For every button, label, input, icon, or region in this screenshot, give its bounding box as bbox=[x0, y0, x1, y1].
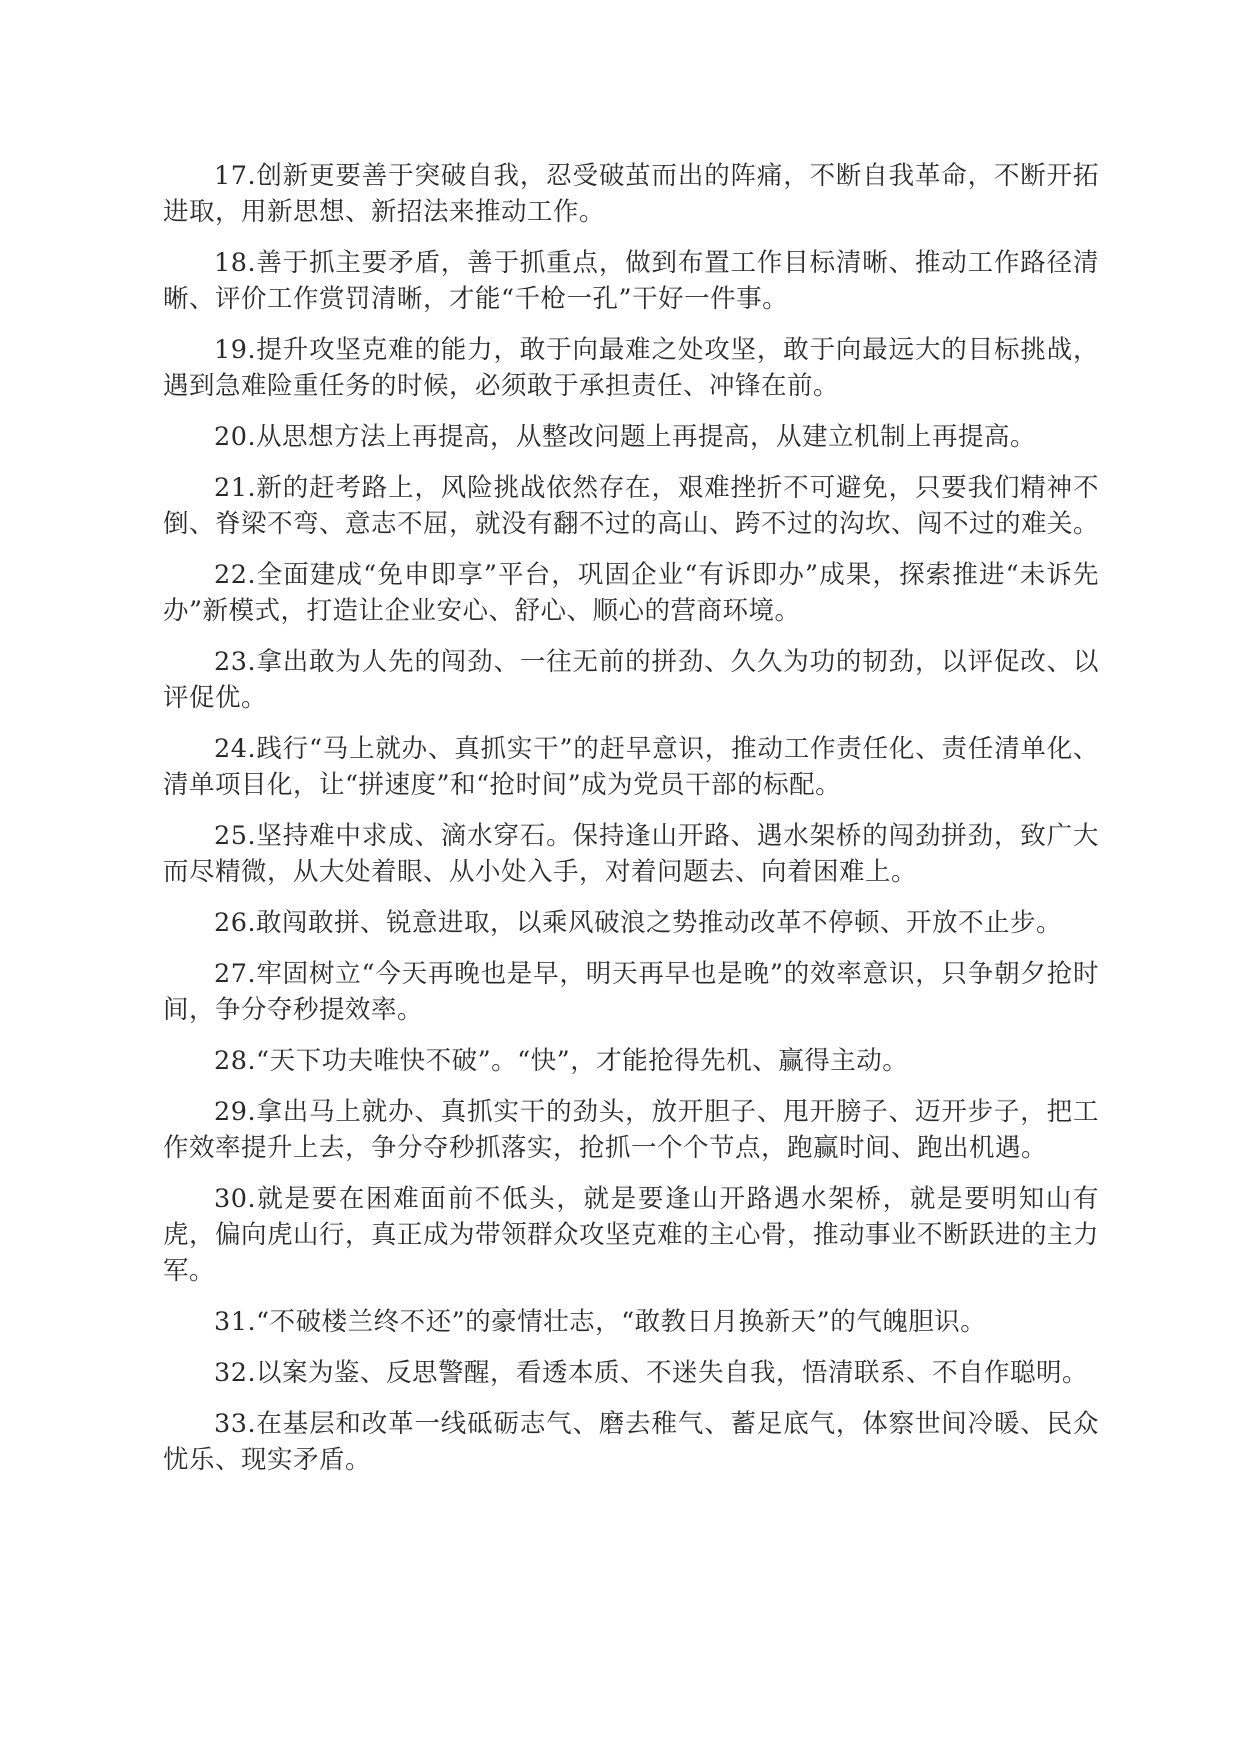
paragraph-29: 29.拿出马上就办、真抓实干的劲头，放开胆子、甩开膀子、迈开步子，把工作效率提升上去，争分夺秒抓落实，抢抓一个个节点，跑赢时间、跑出机遇。 bbox=[163, 1097, 1099, 1163]
paragraph-19: 19.提升攻坚克难的能力，敢于向最难之处攻坚，敢于向最远大的目标挑战，遇到急难险重任务的时候，必须敢于承担责任、冲锋在前。 bbox=[163, 335, 1099, 401]
paragraph-18: 18.善于抓主要矛盾，善于抓重点，做到布置工作目标清晰、推动工作路径清晰、评价工作赏罚清晰，才能“千枪一孔”干好一件事。 bbox=[163, 248, 1099, 314]
paragraph-26: 26.敢闯敢拼、锐意进取，以乘风破浪之势推动改革不停顿、开放不止步。 bbox=[214, 908, 1063, 938]
paragraph-20: 20.从思想方法上再提高，从整改问题上再提高，从建立机制上再提高。 bbox=[214, 422, 1037, 452]
paragraph-22: 22.全面建成“免申即享”平台，巩固企业“有诉即办”成果，探索推进“未诉先办”新模式，打造让企业安心、舒心、顺心的营商环境。 bbox=[163, 560, 1099, 626]
paragraph-28: 28.“天下功夫唯快不破”。“快”，才能抢得先机、赢得主动。 bbox=[214, 1046, 909, 1076]
paragraph-25: 25.坚持难中求成、滴水穿石。保持逢山开路、遇水架桥的闯劲拼劲，致广大而尽精微，从大处着眼、从小处入手，对着问题去、向着困难上。 bbox=[163, 821, 1099, 887]
paragraph-27: 27.牢固树立“今天再晚也是早，明天再早也是晚”的效率意识，只争朝夕抢时间，争分夺秒提效率。 bbox=[163, 959, 1099, 1025]
document-body bbox=[163, 158, 1099, 1493]
paragraph-23: 23.拿出敢为人先的闯劲、一往无前的拼劲、久久为功的韧劲，以评促改、以评促优。 bbox=[163, 647, 1099, 713]
paragraph-24: 24.践行“马上就办、真抓实干”的赶早意识，推动工作责任化、责任清单化、清单项目化，让“拼速度”和“抢时间”成为党员干部的标配。 bbox=[163, 734, 1099, 800]
paragraph-31: 31.“不破楼兰终不还”的豪情壮志，“敢教日月换新天”的气魄胆识。 bbox=[214, 1307, 987, 1337]
paragraph-21: 21.新的赶考路上，风险挑战依然存在，艰难挫折不可避免，只要我们精神不倒、脊梁不弯、意志不屈，就没有翻不过的高山、跨不过的沟坎、闯不过的难关。 bbox=[163, 473, 1100, 539]
paragraph-33: 33.在基层和改革一线砥砺志气、磨去稚气、蓄足底气，体察世间冷暖、民众忧乐、现实矛盾。 bbox=[163, 1409, 1099, 1475]
paragraph-30: 30.就是要在困难面前不低头，就是要逢山开路遇水架桥，就是要明知山有虎，偏向虎山行，真正成为带领群众攻坚克难的主心骨，推动事业不断跃进的主力军。 bbox=[163, 1184, 1100, 1286]
paragraph-17: 17.创新更要善于突破自我，忍受破茧而出的阵痛，不断自我革命，不断开拓进取，用新思想、新招法来推动工作。 bbox=[163, 161, 1099, 227]
paragraph-32: 32.以案为鉴、反思警醒，看透本质、不迷失自我，悟清联系、不自作聪明。 bbox=[214, 1358, 1089, 1388]
